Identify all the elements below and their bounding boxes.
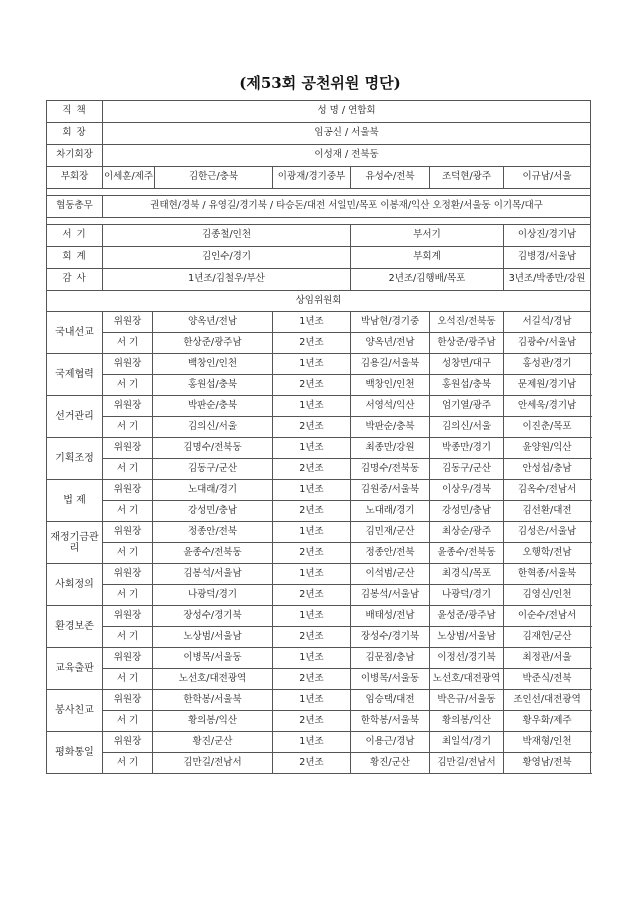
committee-chair-name: 박판순/충북 [153, 396, 273, 417]
committee-role: 서 기 [103, 669, 153, 690]
committee-term: 1년조 [273, 396, 351, 417]
vice-chair-name: 유성수/전북 [351, 167, 430, 189]
vice-chair-name: 김한근/충북 [155, 167, 273, 189]
committee-member: 김광수/서울남 [504, 333, 591, 354]
committee-name: 국제협력 [47, 354, 103, 396]
secretary-row [47, 225, 591, 247]
committee-member: 이상우/경북 [430, 480, 504, 501]
committee-role: 서 기 [103, 711, 153, 732]
committee-term: 1년조 [273, 648, 351, 669]
committee-row [47, 312, 591, 333]
committee-member: 안성섭/충남 [504, 459, 591, 480]
committee-role: 서 기 [103, 501, 153, 522]
committee-term: 1년조 [273, 690, 351, 711]
committee-row [47, 585, 591, 606]
vice-chair-name: 이규남/서울 [504, 167, 591, 189]
committee-member: 이순수/전남서 [504, 606, 591, 627]
committee-member: 김옥수/전남서 [504, 480, 591, 501]
committee-member: 김동구/군산 [430, 459, 504, 480]
committee-role: 서 기 [103, 753, 153, 774]
committee-row [47, 543, 591, 564]
vice-chair-name: 이세훈/제주 [103, 167, 155, 189]
committee-role: 서 기 [103, 375, 153, 396]
committee-term: 1년조 [273, 438, 351, 459]
committee-member: 김재헌/군산 [504, 627, 591, 648]
committee-name: 봉사친교 [47, 690, 103, 732]
committee-member: 나광덕/경기 [430, 585, 504, 606]
auditor-label: 감 사 [47, 269, 103, 291]
committee-term: 2년조 [273, 585, 351, 606]
committee-row [47, 375, 591, 396]
committee-role: 위원장 [103, 732, 153, 753]
committee-member: 박남현/경기중 [351, 312, 430, 333]
committee-member: 오석진/전북동 [430, 312, 504, 333]
committee-member: 성창면/대구 [430, 354, 504, 375]
treasurer-name: 김인수/경기 [103, 247, 351, 269]
standing-committee-title-row [47, 291, 591, 312]
committee-chair-name: 김동구/군산 [153, 459, 273, 480]
committee-role: 위원장 [103, 480, 153, 501]
committee-row [47, 354, 591, 375]
committee-name: 환경보존 [47, 606, 103, 648]
committee-chair-name: 김의신/서울 [153, 417, 273, 438]
committee-member: 이용근/경남 [351, 732, 430, 753]
committee-member: 박종만/경기 [430, 438, 504, 459]
committee-role: 위원장 [103, 396, 153, 417]
committee-member: 최일석/경기 [430, 732, 504, 753]
committee-term: 1년조 [273, 564, 351, 585]
committee-chair-name: 한상준/광주남 [153, 333, 273, 354]
sub-treasurer-label: 부회계 [351, 247, 504, 269]
committee-term: 2년조 [273, 543, 351, 564]
treasurer-label: 회 계 [47, 247, 103, 269]
chair-label: 회 장 [47, 123, 103, 145]
committee-member: 김용길/서울북 [351, 354, 430, 375]
committee-member: 장성수/경기북 [351, 627, 430, 648]
board-label: 협동총무 [47, 196, 103, 218]
committee-role: 서 기 [103, 333, 153, 354]
committee-term: 1년조 [273, 606, 351, 627]
committee-member: 노선호/대전광역 [430, 669, 504, 690]
committee-member: 양옥년/전남 [351, 333, 430, 354]
committee-row [47, 417, 591, 438]
committee-member: 문제원/경기남 [504, 375, 591, 396]
sub-treasurer-name: 김병경/서울남 [504, 247, 591, 269]
committee-chair-name: 이병목/서울동 [153, 648, 273, 669]
treasurer-row [47, 247, 591, 269]
committee-member: 김성은/서울남 [504, 522, 591, 543]
committee-term: 2년조 [273, 417, 351, 438]
committee-member: 이진춘/목포 [504, 417, 591, 438]
committee-chair-name: 김명수/전북동 [153, 438, 273, 459]
committee-term: 2년조 [273, 627, 351, 648]
committee-member: 김민재/군산 [351, 522, 430, 543]
committee-member: 황진/군산 [351, 753, 430, 774]
committee-row [47, 732, 591, 753]
committee-role: 위원장 [103, 606, 153, 627]
committee-name: 사회정의 [47, 564, 103, 606]
auditor-name: 3년조/박종만/강원 [504, 269, 591, 291]
committee-chair-name: 노선호/대전광역 [153, 669, 273, 690]
committee-member: 노대래/경기 [351, 501, 430, 522]
committee-term: 2년조 [273, 501, 351, 522]
committee-member: 김의신/서울 [430, 417, 504, 438]
committee-member: 황의봉/익산 [430, 711, 504, 732]
committee-member: 최종만/강원 [351, 438, 430, 459]
auditor-name: 2년조/김행배/목포 [351, 269, 504, 291]
committee-role: 서 기 [103, 627, 153, 648]
committee-member: 서영석/익산 [351, 396, 430, 417]
committee-row [47, 753, 591, 774]
vice-chair-name: 이광재/경기중부 [273, 167, 351, 189]
committee-member: 최상순/광주 [430, 522, 504, 543]
vice-chair-label: 부회장 [47, 167, 103, 189]
committee-member: 박판순/충북 [351, 417, 430, 438]
committee-member: 정종안/전북 [351, 543, 430, 564]
committee-role: 위원장 [103, 354, 153, 375]
committee-chair-name: 나광덕/경기 [153, 585, 273, 606]
committee-member: 한혁종/서울북 [504, 564, 591, 585]
committee-member: 김영신/인천 [504, 585, 591, 606]
sub-secretary-label: 부서기 [351, 225, 504, 247]
separator-row [47, 189, 591, 196]
committee-member: 김봉석/서울남 [351, 585, 430, 606]
committee-chair-name: 강성민/충남 [153, 501, 273, 522]
committee-member: 이석범/군산 [351, 564, 430, 585]
committee-term: 2년조 [273, 711, 351, 732]
committee-row [47, 669, 591, 690]
board-row [47, 196, 591, 218]
committee-member: 윤양원/익산 [504, 438, 591, 459]
committee-row [47, 711, 591, 732]
committee-row [47, 438, 591, 459]
committee-member: 한상준/광주남 [430, 333, 504, 354]
committee-member: 노상범/서울남 [430, 627, 504, 648]
separator [47, 189, 591, 196]
committee-term: 1년조 [273, 480, 351, 501]
chair-row [47, 123, 591, 145]
committee-member: 조인선/대전광역 [504, 690, 591, 711]
committee-member: 최정관/서울 [504, 648, 591, 669]
committee-member: 홍성관/경기 [504, 354, 591, 375]
committee-name: 교육출판 [47, 648, 103, 690]
header-row [47, 101, 591, 123]
committee-chair-name: 노대래/경기 [153, 480, 273, 501]
separator [47, 218, 591, 225]
committee-member: 박은규/서울동 [430, 690, 504, 711]
committee-chair-name: 김만길/전남서 [153, 753, 273, 774]
next-chair-label: 차기회장 [47, 145, 103, 167]
committee-term: 2년조 [273, 333, 351, 354]
committee-member: 홍원섭/충북 [430, 375, 504, 396]
committee-member: 백창인/인천 [351, 375, 430, 396]
secretary-label: 서 기 [47, 225, 103, 247]
committee-member: 박준식/전북 [504, 669, 591, 690]
header-value: 성 명 / 연합회 [103, 101, 591, 123]
committee-chair-name: 윤종수/전북동 [153, 543, 273, 564]
auditor-name: 1년조/김철우/부산 [103, 269, 351, 291]
committee-term: 1년조 [273, 522, 351, 543]
committee-chair-name: 김봉석/서울남 [153, 564, 273, 585]
committee-role: 서 기 [103, 543, 153, 564]
committee-member: 한학봉/서울북 [351, 711, 430, 732]
committee-member: 김선환/대전 [504, 501, 591, 522]
committee-name: 선거관리 [47, 396, 103, 438]
committee-member: 오행학/전남 [504, 543, 591, 564]
committee-role: 위원장 [103, 564, 153, 585]
committee-chair-name: 한학봉/서울북 [153, 690, 273, 711]
committee-row [47, 690, 591, 711]
committee-role: 위원장 [103, 522, 153, 543]
committee-member: 이병목/서울동 [351, 669, 430, 690]
committee-member: 윤종수/전북동 [430, 543, 504, 564]
committee-row [47, 522, 591, 543]
committee-role: 위원장 [103, 438, 153, 459]
committee-term: 1년조 [273, 732, 351, 753]
separator-row [47, 218, 591, 225]
committee-term: 1년조 [273, 354, 351, 375]
committee-term: 1년조 [273, 312, 351, 333]
committee-role: 위원장 [103, 312, 153, 333]
committee-member: 임승택/대전 [351, 690, 430, 711]
committee-chair-name: 황진/군산 [153, 732, 273, 753]
committee-term: 2년조 [273, 459, 351, 480]
next-chair-value: 이성재 / 전북동 [103, 145, 591, 167]
committee-member: 김원중/서울북 [351, 480, 430, 501]
committee-member: 김명수/전북동 [351, 459, 430, 480]
committee-name: 국내선교 [47, 312, 103, 354]
committee-name: 법 제 [47, 480, 103, 522]
committee-term: 2년조 [273, 753, 351, 774]
committee-row [47, 333, 591, 354]
committee-member: 엄기열/광주 [430, 396, 504, 417]
committee-member: 최경식/목포 [430, 564, 504, 585]
committee-role: 위원장 [103, 690, 153, 711]
vice-chair-row [47, 167, 591, 189]
committee-member: 윤성준/광주남 [430, 606, 504, 627]
secretary-name: 김종철/인천 [103, 225, 351, 247]
committee-row [47, 627, 591, 648]
committee-row [47, 501, 591, 522]
committee-member: 배태성/전남 [351, 606, 430, 627]
committee-row [47, 459, 591, 480]
committee-row [47, 564, 591, 585]
committee-member: 안세욱/경기남 [504, 396, 591, 417]
committee-chair-name: 정종안/전북 [153, 522, 273, 543]
committee-row [47, 480, 591, 501]
committee-term: 2년조 [273, 669, 351, 690]
committee-member: 박재형/인천 [504, 732, 591, 753]
board-value: 권태현/경북 / 유영길/경기북 / 타승돈/대전 서일민/목포 이봉재/익산 오정환/서울동 이기목/대구 [103, 196, 591, 218]
committee-member: 강성민/충남 [430, 501, 504, 522]
chair-value: 임공신 / 서울북 [103, 123, 591, 145]
committee-term: 2년조 [273, 375, 351, 396]
committee-name: 평화통일 [47, 732, 103, 774]
auditor-row [47, 269, 591, 291]
committee-chair-name: 홍원섭/충북 [153, 375, 273, 396]
committee-member: 황영남/전북 [504, 753, 591, 774]
committee-chair-name: 백창인/인천 [153, 354, 273, 375]
sub-secretary-name: 이상진/경기남 [504, 225, 591, 247]
committee-name: 기획조정 [47, 438, 103, 480]
next-chair-row [47, 145, 591, 167]
vice-chair-name: 조덕현/광주 [430, 167, 504, 189]
committee-member: 이정선/경기북 [430, 648, 504, 669]
committee-row [47, 606, 591, 627]
committee-chair-name: 황의봉/익산 [153, 711, 273, 732]
committee-role: 서 기 [103, 459, 153, 480]
committee-member: 김만길/전남서 [430, 753, 504, 774]
committee-member: 황우화/제주 [504, 711, 591, 732]
committee-role: 서 기 [103, 585, 153, 606]
committee-chair-name: 노상범/서울남 [153, 627, 273, 648]
document-title: (제53회 공천위원 명단) [239, 74, 401, 92]
committee-role: 서 기 [103, 417, 153, 438]
committee-role: 위원장 [103, 648, 153, 669]
standing-committee-title: 상임위원회 [47, 291, 591, 312]
committee-row [47, 648, 591, 669]
committee-chair-name: 양옥년/전남 [153, 312, 273, 333]
committee-member: 김문점/충남 [351, 648, 430, 669]
committee-roster-table [46, 100, 591, 774]
committee-member: 서길석/경남 [504, 312, 591, 333]
header-label: 직 책 [47, 101, 103, 123]
committee-chair-name: 장성수/경기북 [153, 606, 273, 627]
committee-name: 재정기금관 리 [47, 522, 103, 564]
committee-row [47, 396, 591, 417]
